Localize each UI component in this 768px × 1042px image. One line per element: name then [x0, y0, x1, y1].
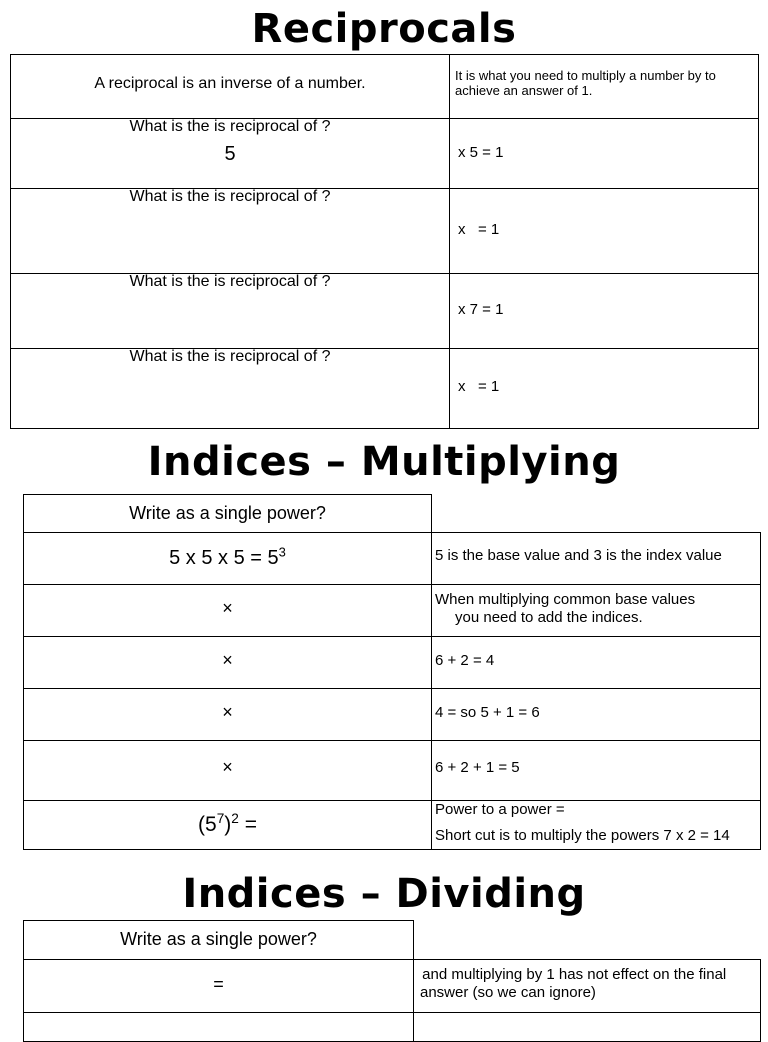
- intro-right-cell: [449, 54, 759, 119]
- multiplying-left-cell: [23, 636, 432, 689]
- multiplying-expression: ×: [222, 702, 233, 722]
- multiplying-note: Power to a power =: [435, 801, 565, 818]
- reciprocals-title: Reciprocals: [251, 6, 517, 52]
- multiplying-example: 5 x 5 x $5 = 5^3$: [169, 544, 286, 569]
- reciprocal-equation-cell: [449, 348, 759, 429]
- multiplying-expression: ×: [222, 598, 233, 618]
- multiplying-left-cell: [23, 532, 432, 585]
- reciprocal-question: What is the is reciprocal of ?: [129, 188, 331, 205]
- reciprocal-equation-cell: [449, 273, 759, 349]
- dividing-expression: =: [213, 974, 224, 994]
- reciprocal-question-cell: [10, 273, 450, 349]
- multiplying-left-cell: [23, 688, 432, 741]
- intro-left-text: A reciprocal is an inverse of a number.: [94, 75, 366, 92]
- multiplying-right-cell: [431, 688, 761, 741]
- reciprocal-equation: x = 1: [458, 378, 500, 395]
- reciprocal-equation-cell: [449, 188, 759, 274]
- multiplying-right-cell: [431, 740, 761, 801]
- reciprocal-equation: x = 1: [458, 221, 500, 238]
- multiplying-note: 6 + 2 = 4: [435, 652, 495, 669]
- dividing-left-cell: [23, 1012, 414, 1042]
- reciprocal-question-cell: [10, 348, 450, 429]
- dividing-header-cell: [23, 920, 414, 960]
- multiplying-note: 4 = so 5 + 1 = 6: [435, 704, 540, 721]
- reciprocal-question: What is the is reciprocal of ?: [129, 348, 331, 365]
- reciprocal-question: What is the is reciprocal of ?: [129, 118, 331, 135]
- multiplying-expression: ×: [222, 757, 233, 777]
- dividing-right-cell: [413, 959, 761, 1013]
- dividing-left-cell: [23, 959, 414, 1013]
- multiplying-note: you need to add the indices.: [455, 609, 643, 626]
- multiplying-expression: ×: [222, 650, 233, 670]
- reciprocal-equation: x 7 = 1: [458, 301, 504, 318]
- multiplying-left-cell: [23, 740, 432, 801]
- multiplying-note: 6 + 2 + 1 = 5: [435, 759, 520, 776]
- reciprocal-value: 5: [224, 143, 236, 165]
- multiplying-note: 5 is the base value and 3 is the index value: [435, 547, 722, 564]
- multiplying-right-cell: [431, 800, 761, 850]
- dividing-title: Indices – Dividing: [182, 871, 586, 917]
- multiplying-note: When multiplying common base values: [435, 591, 696, 608]
- reciprocal-question-cell: [10, 118, 450, 189]
- reciprocal-question-cell: [10, 188, 450, 274]
- multiplying-right-cell: [431, 584, 761, 637]
- multiplying-right-cell: [431, 532, 761, 585]
- multiplying-left-cell: [23, 584, 432, 637]
- multiplying-title: Indices – Multiplying: [147, 439, 621, 485]
- multiplying-header: Write as a single power?: [129, 503, 326, 523]
- multiplying-left-cell: [23, 800, 432, 850]
- reciprocal-equation: x 5 = 1: [458, 144, 504, 161]
- multiplying-right-cell: [431, 636, 761, 689]
- multiplying-note: Short cut is to multiply the powers 7 x 2 = 14: [435, 827, 730, 844]
- dividing-note: and multiplying by 1 has not effect on the final: [418, 966, 727, 983]
- power-of-power-expression: $(5^7)^2$ =: [198, 811, 257, 836]
- intro-left-cell: [10, 54, 450, 119]
- intro-right-text: It is what you need to multiply a number by to achieve an answer of 1.: [455, 68, 716, 98]
- reciprocal-question: What is the is reciprocal of ?: [129, 273, 331, 290]
- reciprocal-equation-cell: [449, 118, 759, 189]
- dividing-note: answer (so we can ignore): [420, 984, 596, 1001]
- dividing-right-cell: [413, 1012, 761, 1042]
- multiplying-header-cell: [23, 494, 432, 533]
- dividing-header: Write as a single power?: [120, 929, 317, 949]
